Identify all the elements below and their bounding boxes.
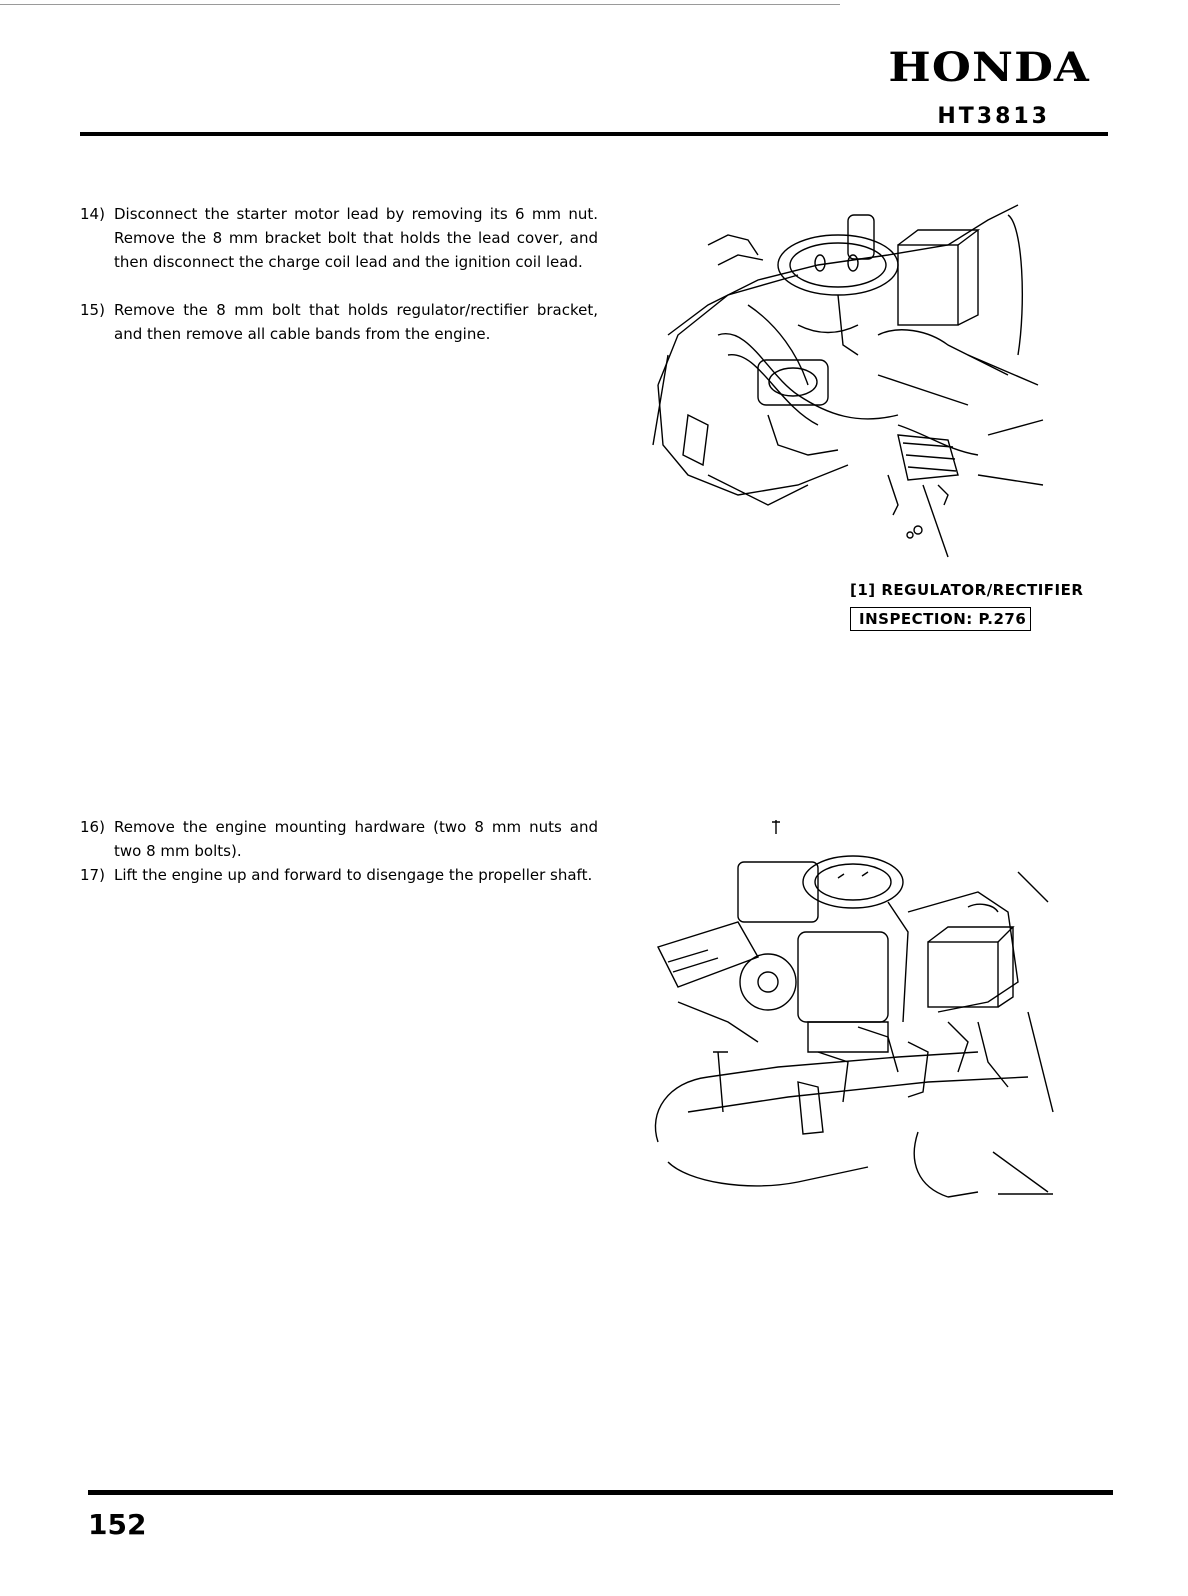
inspection-reference-box: INSPECTION: P.276 — [850, 607, 1031, 631]
step-16 — [80, 815, 600, 863]
step-14 — [80, 202, 600, 298]
page-number: 152 — [88, 1508, 147, 1541]
step-17 — [80, 863, 600, 911]
step-number: 15) — [80, 301, 105, 319]
step-text: Disconnect the starter motor lead by removing its 6 mm nut. Remove the 8 mm bracket bolt that holds the lead cover, and then disconnect the charge coil lead and the ignition coil lead. — [114, 205, 598, 271]
scan-edge-line — [0, 4, 840, 5]
header-rule — [80, 132, 1108, 136]
step-15 — [80, 298, 600, 346]
engine-regulator-illustration — [648, 185, 1048, 575]
step-number: 14) — [80, 205, 105, 223]
brand-logo: HONDA — [888, 44, 1090, 91]
engine-removal-illustration — [648, 812, 1058, 1214]
step-number: 17) — [80, 866, 105, 884]
step-text: Remove the 8 mm bolt that holds regulator/rectifier bracket, and then remove all cable bands from the engine. — [114, 301, 598, 343]
regulator-rectifier-callout: [1] REGULATOR/RECTIFIER — [850, 581, 1084, 599]
footer-rule — [88, 1490, 1113, 1495]
step-text: Remove the engine mounting hardware (two 8 mm nuts and two 8 mm bolts). — [114, 818, 598, 860]
model-number: HT3813 — [937, 104, 1050, 129]
step-text: Lift the engine up and forward to disengage the propeller shaft. — [114, 866, 593, 884]
step-number: 16) — [80, 818, 105, 836]
